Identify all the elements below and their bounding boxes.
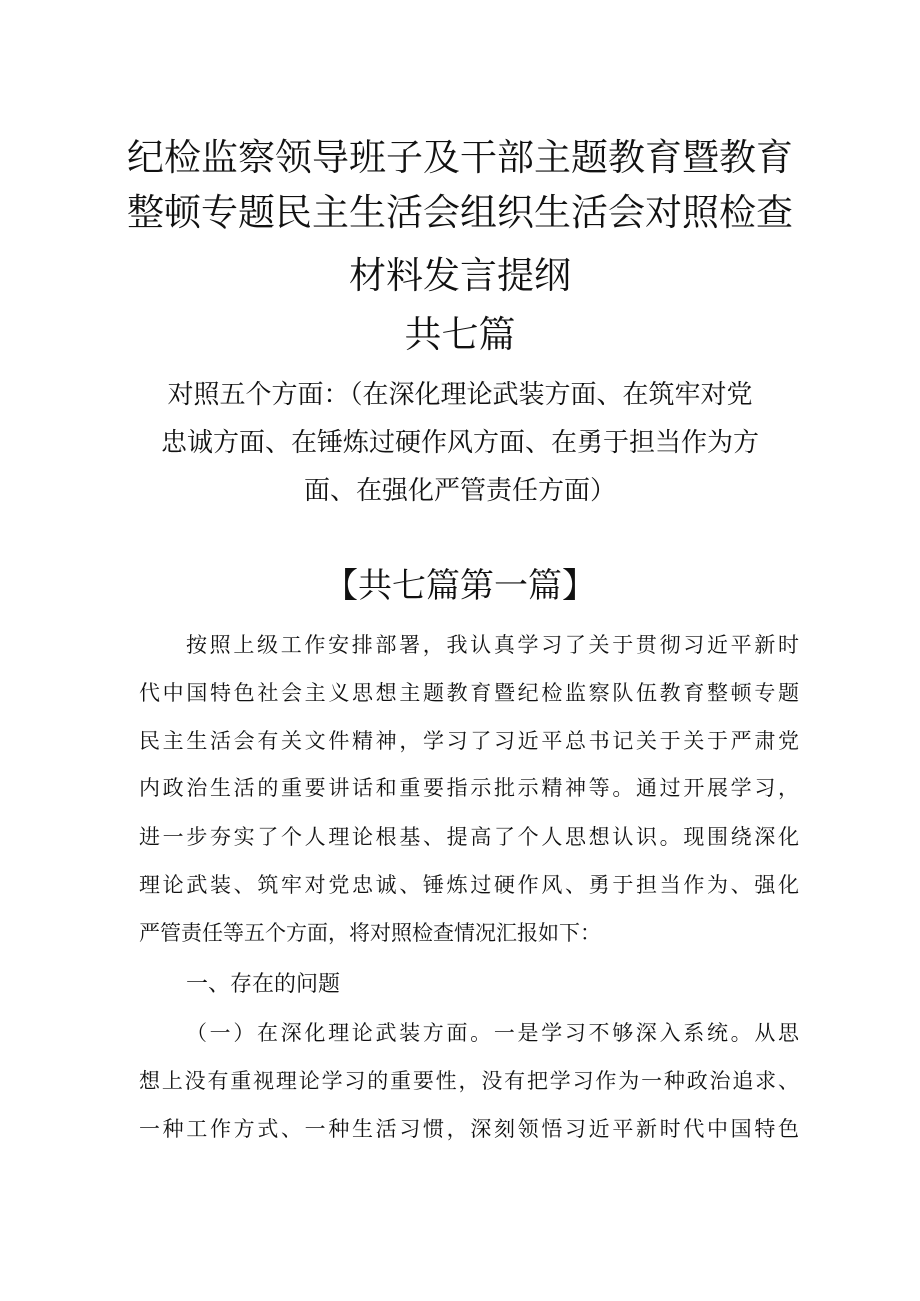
section-title: 【共七篇第一篇】	[324, 566, 596, 606]
document-title-line-2: 整顿专题民主生活会组织生活会对照检查	[127, 191, 793, 234]
aspects-line-2: 忠诚方面、在锤炼过硬作风方面、在勇于担当作为方	[160, 428, 759, 458]
aspects-line-3: 面、在强化严管责任方面）	[303, 476, 616, 506]
intro-line-4: 内政治生活的重要讲话和重要指示批示精神等。通过开展学习，	[139, 776, 799, 800]
document-title-line-3: 材料发言提纲	[349, 254, 571, 297]
para-1-line-2: 想上没有重视理论学习的重要性，没有把学习作为一种政治追求、	[139, 1069, 799, 1093]
aspects-line-1: 对照五个方面：（在深化理论武装方面、在筑牢对党	[167, 380, 753, 410]
para-1-line-1: （一）在深化理论武装方面。一是学习不够深入系统。从思	[186, 1021, 799, 1045]
section-heading-problems: 一、存在的问题	[186, 972, 341, 997]
intro-line-5: 进一步夯实了个人理论根基、提高了个人思想认识。现围绕深化	[139, 825, 799, 849]
intro-line-7: 严管责任等五个方面，将对照检查情况汇报如下：	[139, 921, 601, 945]
document-subtitle-count: 共七篇	[404, 313, 516, 356]
intro-line-3: 民主生活会有关文件精神，学习了习近平总书记关于关于严肃党	[139, 729, 799, 753]
intro-line-6: 理论武装、筑牢对党忠诚、锤炼过硬作风、勇于担当作为、强化	[139, 873, 799, 897]
intro-line-1: 按照上级工作安排部署，我认真学习了关于贯彻习近平新时	[186, 633, 799, 657]
para-1-line-3: 一种工作方式、一种生活习惯，深刻领悟习近平新时代中国特色	[139, 1117, 799, 1141]
document-title-line-1: 纪检监察领导班子及干部主题教育暨教育	[127, 136, 793, 179]
intro-line-2: 代中国特色社会主义思想主题教育暨纪检监察队伍教育整顿专题	[139, 681, 799, 705]
